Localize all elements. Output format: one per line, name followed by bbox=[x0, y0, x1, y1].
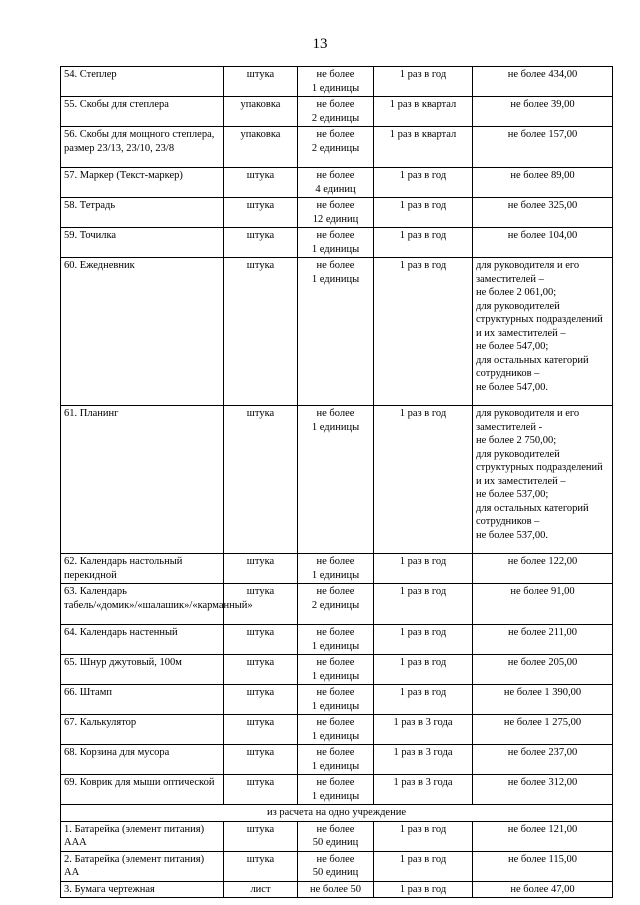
quantity-cell: не более 1 единицы bbox=[298, 685, 374, 715]
table-row bbox=[61, 228, 613, 258]
table-row bbox=[61, 625, 613, 655]
frequency-cell: 1 раз в 3 года bbox=[374, 715, 473, 745]
frequency-cell: 1 раз в год bbox=[374, 67, 473, 97]
table-row bbox=[61, 821, 613, 851]
item-name-cell: 54. Степлер bbox=[61, 67, 224, 97]
price-cell: не более 39,00 bbox=[473, 97, 613, 127]
unit-cell: штука bbox=[224, 655, 298, 685]
quantity-cell: не более 1 единицы bbox=[298, 625, 374, 655]
unit-cell: штука bbox=[224, 821, 298, 851]
price-cell: не более 312,00 bbox=[473, 775, 613, 805]
price-cell: не более 434,00 bbox=[473, 67, 613, 97]
unit-cell: штука bbox=[224, 775, 298, 805]
table-row bbox=[61, 715, 613, 745]
unit-cell: штука bbox=[224, 168, 298, 198]
quantity-cell: не более 1 единицы bbox=[298, 258, 374, 406]
price-cell: не более 122,00 bbox=[473, 554, 613, 584]
unit-cell: штука bbox=[224, 258, 298, 406]
table-row bbox=[61, 881, 613, 898]
unit-cell: штука bbox=[224, 584, 298, 625]
frequency-cell: 1 раз в год bbox=[374, 554, 473, 584]
quantity-cell: не более 2 единицы bbox=[298, 584, 374, 625]
unit-cell: штука bbox=[224, 685, 298, 715]
price-cell: не более 237,00 bbox=[473, 745, 613, 775]
section-header: из расчета на одно учреждение bbox=[61, 805, 613, 822]
section-header-row bbox=[61, 805, 613, 822]
frequency-cell: 1 раз в год bbox=[374, 228, 473, 258]
unit-cell: упаковка bbox=[224, 97, 298, 127]
quantity-cell: не более 2 единицы bbox=[298, 97, 374, 127]
quantity-cell: не более 50 единиц bbox=[298, 821, 374, 851]
table-row bbox=[61, 67, 613, 97]
unit-cell: штука bbox=[224, 715, 298, 745]
frequency-cell: 1 раз в год bbox=[374, 851, 473, 881]
unit-cell: штука bbox=[224, 67, 298, 97]
item-name-cell: 68. Корзина для мусора bbox=[61, 745, 224, 775]
price-cell: для руководителя и его заместителей – не более 2 061,00; для руководителей структурных подразделений и их заместителей – не более 547,00; для остальных категорий сотрудников – не более 547,00. bbox=[473, 258, 613, 406]
item-name-cell: 67. Калькулятор bbox=[61, 715, 224, 745]
frequency-cell: 1 раз в год bbox=[374, 655, 473, 685]
unit-cell: штука bbox=[224, 406, 298, 554]
item-name-cell: 55. Скобы для степлера bbox=[61, 97, 224, 127]
table-row bbox=[61, 685, 613, 715]
unit-cell: штука bbox=[224, 198, 298, 228]
frequency-cell: 1 раз в год bbox=[374, 198, 473, 228]
quantity-cell: не более 12 единиц bbox=[298, 198, 374, 228]
frequency-cell: 1 раз в год bbox=[374, 258, 473, 406]
unit-cell: штука bbox=[224, 745, 298, 775]
unit-cell: штука bbox=[224, 228, 298, 258]
price-cell: не более 157,00 bbox=[473, 127, 613, 168]
item-name-cell: 66. Штамп bbox=[61, 685, 224, 715]
table-row bbox=[61, 168, 613, 198]
frequency-cell: 1 раз в год bbox=[374, 881, 473, 898]
price-cell: не более 104,00 bbox=[473, 228, 613, 258]
item-name-cell: 1. Батарейка (элемент питания) ААА bbox=[61, 821, 224, 851]
frequency-cell: 1 раз в год bbox=[374, 685, 473, 715]
table-row bbox=[61, 198, 613, 228]
frequency-cell: 1 раз в 3 года bbox=[374, 775, 473, 805]
price-cell: не более 325,00 bbox=[473, 198, 613, 228]
item-name-cell: 69. Коврик для мыши оптической bbox=[61, 775, 224, 805]
quantity-cell: не более 1 единицы bbox=[298, 228, 374, 258]
item-name-cell: 61. Планинг bbox=[61, 406, 224, 554]
table-row bbox=[61, 97, 613, 127]
item-name-cell: 60. Ежедневник bbox=[61, 258, 224, 406]
quantity-cell: не более 4 единиц bbox=[298, 168, 374, 198]
item-name-cell: 63. Календарь табель/«домик»/«шалашик»/«карманный» bbox=[61, 584, 224, 625]
frequency-cell: 1 раз в квартал bbox=[374, 127, 473, 168]
unit-cell: штука bbox=[224, 851, 298, 881]
unit-cell: штука bbox=[224, 625, 298, 655]
item-name-cell: 58. Тетрадь bbox=[61, 198, 224, 228]
frequency-cell: 1 раз в год bbox=[374, 584, 473, 625]
quantity-cell: не более 1 единицы bbox=[298, 406, 374, 554]
quantity-cell: не более 1 единицы bbox=[298, 655, 374, 685]
item-name-cell: 2. Батарейка (элемент питания) АА bbox=[61, 851, 224, 881]
frequency-cell: 1 раз в год bbox=[374, 821, 473, 851]
frequency-cell: 1 раз в год bbox=[374, 168, 473, 198]
table-row bbox=[61, 655, 613, 685]
price-cell: не более 205,00 bbox=[473, 655, 613, 685]
price-cell: не более 211,00 bbox=[473, 625, 613, 655]
quantity-cell: не более 1 единицы bbox=[298, 554, 374, 584]
page-number: 13 bbox=[312, 36, 328, 52]
quantity-cell: не более 1 единицы bbox=[298, 67, 374, 97]
table-row bbox=[61, 584, 613, 625]
item-name-cell: 64. Календарь настенный bbox=[61, 625, 224, 655]
table-row bbox=[61, 554, 613, 584]
quantity-cell: не более 1 единицы bbox=[298, 715, 374, 745]
price-cell: не более 1 275,00 bbox=[473, 715, 613, 745]
price-cell: не более 91,00 bbox=[473, 584, 613, 625]
price-cell: не более 115,00 bbox=[473, 851, 613, 881]
frequency-cell: 1 раз в 3 года bbox=[374, 745, 473, 775]
table-body bbox=[61, 67, 613, 898]
table-row bbox=[61, 127, 613, 168]
price-cell: не более 1 390,00 bbox=[473, 685, 613, 715]
frequency-cell: 1 раз в год bbox=[374, 625, 473, 655]
item-name-cell: 59. Точилка bbox=[61, 228, 224, 258]
unit-cell: упаковка bbox=[224, 127, 298, 168]
item-name-cell: 56. Скобы для мощного степлера, размер 23/13, 23/10, 23/8 bbox=[61, 127, 224, 168]
frequency-cell: 1 раз в год bbox=[374, 406, 473, 554]
table-row bbox=[61, 406, 613, 554]
price-cell: не более 121,00 bbox=[473, 821, 613, 851]
quantity-cell: не более 1 единицы bbox=[298, 775, 374, 805]
quantity-cell: не более 50 bbox=[298, 881, 374, 898]
price-cell: для руководителя и его заместителей - не более 2 750,00; для руководителей структурных подразделений и их заместителей – не более 537,00; для остальных категорий сотрудников – не более 537,00. bbox=[473, 406, 613, 554]
item-name-cell: 62. Календарь настольный перекидной bbox=[61, 554, 224, 584]
quantity-cell: не более 50 единиц bbox=[298, 851, 374, 881]
price-cell: не более 89,00 bbox=[473, 168, 613, 198]
quantity-cell: не более 1 единицы bbox=[298, 745, 374, 775]
table-row bbox=[61, 775, 613, 805]
frequency-cell: 1 раз в квартал bbox=[374, 97, 473, 127]
table-row bbox=[61, 258, 613, 406]
quantity-cell: не более 2 единицы bbox=[298, 127, 374, 168]
item-name-cell: 57. Маркер (Текст-маркер) bbox=[61, 168, 224, 198]
table-row bbox=[61, 851, 613, 881]
table-row bbox=[61, 745, 613, 775]
unit-cell: лист bbox=[224, 881, 298, 898]
unit-cell: штука bbox=[224, 554, 298, 584]
item-name-cell: 3. Бумага чертежная bbox=[61, 881, 224, 898]
price-cell: не более 47,00 bbox=[473, 881, 613, 898]
supplies-table bbox=[60, 66, 613, 898]
item-name-cell: 65. Шнур джутовый, 100м bbox=[61, 655, 224, 685]
